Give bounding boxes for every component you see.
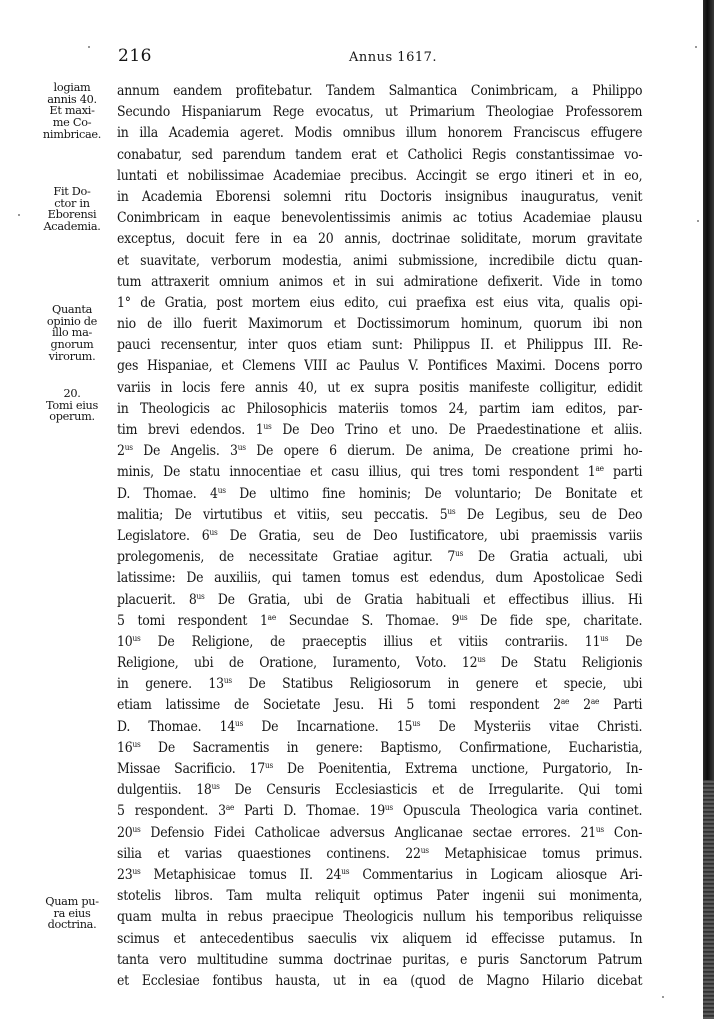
ordinal-suffix: ae xyxy=(267,612,276,622)
text-run: Conimbricam in eaque benevolentissimis animis ac totius Academiae plausu xyxy=(117,210,643,227)
text-run: variis in locis fere annis 40, ut ex supra positis manifeste colligitur, edidit xyxy=(117,379,643,396)
ordinal-suffix: us xyxy=(384,803,393,813)
text-run: annum eandem profitebatur. Tandem Salmantica Conimbricam, a Philippo xyxy=(117,83,643,99)
text-run: De Censuris Ecclesiasticis et de Irregularite. Qui tomi xyxy=(219,782,643,799)
margin-note-line: me Co- xyxy=(52,116,92,130)
ordinal-suffix: us xyxy=(455,549,464,559)
text-run: in genere. 13 xyxy=(117,676,224,693)
text-line xyxy=(117,611,642,632)
margin-note-line: doctrina. xyxy=(47,918,97,932)
text-run: De fide spe, charitate. xyxy=(467,612,643,629)
margin-note-line: Tomi eius xyxy=(45,398,99,412)
text-run: 20 xyxy=(117,824,133,841)
text-line xyxy=(117,590,642,611)
text-run: 5 respondent. 3 xyxy=(117,803,226,820)
text-run: De Gratia, seu de Deo Iustificatore, ubi praemissis variis xyxy=(217,527,643,544)
ordinal-suffix: ae xyxy=(560,697,570,707)
ordinal-suffix: us xyxy=(132,633,141,643)
text-run: scimus et antecedentibus saeculis vix aliquem id effecisse putamus. In xyxy=(117,930,643,947)
text-line xyxy=(117,738,642,759)
ordinal-suffix: us xyxy=(124,443,133,453)
text-line xyxy=(117,166,642,187)
body-text xyxy=(117,81,642,992)
page-number: 216 xyxy=(118,46,152,66)
text-line xyxy=(117,865,642,886)
ordinal-suffix: us xyxy=(600,633,609,643)
ordinal-suffix: us xyxy=(459,612,468,622)
ordinal-suffix: us xyxy=(237,443,246,453)
text-run: Legislatore. 6 xyxy=(117,527,210,544)
margin-note xyxy=(28,82,116,141)
ordinal-suffix: us xyxy=(217,485,226,495)
margin-note-line: virorum. xyxy=(48,349,96,363)
text-run: Defensio Fidei Catholicae adversus Anglicanae sectae errores. 21 xyxy=(140,824,596,841)
text-run: Secundae S. Thomae. 9 xyxy=(275,612,460,629)
text-run: Parti D. Thomae. 19 xyxy=(234,803,385,820)
text-line xyxy=(117,123,642,144)
paper-speck xyxy=(662,996,664,998)
text-line xyxy=(117,780,642,801)
text-line xyxy=(117,251,642,272)
text-run: 2 xyxy=(117,443,125,460)
text-run: Metaphisicae tomus primus. xyxy=(428,845,643,862)
margin-note-line: gnorum xyxy=(50,338,94,352)
text-line xyxy=(117,81,642,102)
text-line xyxy=(117,547,642,568)
text-run: 16 xyxy=(117,739,133,756)
ordinal-suffix: ae xyxy=(225,803,235,813)
text-line xyxy=(117,145,642,166)
ordinal-suffix: us xyxy=(235,718,244,728)
text-line xyxy=(117,886,642,907)
ordinal-suffix: ae xyxy=(590,697,600,707)
text-run: et suavitate, verborum modestia, animi submissione, incredibile dictu quan- xyxy=(117,252,643,269)
margin-note-line: 20. xyxy=(63,387,81,400)
ordinal-suffix: ae xyxy=(595,464,604,474)
text-run: Missae Sacrificio. 17 xyxy=(117,761,265,777)
text-run: luntati et nobilissimae Academiae precibus. Accingit se ergo itineri et in eo, xyxy=(117,167,643,184)
text-run: De Gratia actuali, ubi xyxy=(463,549,643,566)
text-line xyxy=(117,526,642,547)
text-line xyxy=(117,844,642,865)
running-head: Annus 1617. xyxy=(349,50,438,65)
ordinal-suffix: us xyxy=(132,824,141,834)
text-run: D. Thomae. 4 xyxy=(117,485,218,502)
text-run: De Mysteriis vitae Christi. xyxy=(420,718,643,735)
margin-note-line: ctor in xyxy=(54,196,90,210)
text-line xyxy=(117,823,642,844)
ordinal-suffix: us xyxy=(132,866,141,876)
text-run: minis, De statu innocentiae et casu illius, qui tres tomi respondent 1 xyxy=(117,464,596,481)
text-run: D. Thomae. 14 xyxy=(117,718,236,735)
paper-speck xyxy=(697,220,699,222)
text-line xyxy=(117,653,642,674)
text-run: exceptus, docuit fere in ea 20 annis, doctrinae soliditate, morum gravitate xyxy=(117,231,643,248)
ordinal-suffix: us xyxy=(447,506,456,516)
ordinal-suffix: us xyxy=(211,782,220,792)
ordinal-suffix: us xyxy=(420,845,429,855)
text-line xyxy=(117,632,642,653)
text-run: 1° de Gratia, post mortem eius edito, cui praefixa est eius vita, qualis opi- xyxy=(117,294,643,311)
text-line xyxy=(117,102,642,123)
text-run: latissime: De auxiliis, qui tamen tomus est edendus, dum Apostolicae Sedi xyxy=(117,570,643,587)
text-line xyxy=(117,208,642,229)
text-run: dulgentiis. 18 xyxy=(117,782,212,799)
text-run: De opere 6 dierum. De anima, De creatione primi ho- xyxy=(245,443,643,460)
ordinal-suffix: us xyxy=(223,676,232,686)
text-run: De Sacramentis in genere: Baptismo, Confirmatione, Eucharistia, xyxy=(140,739,643,756)
text-run: stotelis libros. Tam multa reliquit optimus Pater ingenii sui monimenta, xyxy=(117,888,643,905)
text-run: malitia; De virtutibus et vitiis, seu peccatis. 5 xyxy=(117,506,448,523)
text-run: De Gratia, ubi de Gratia habituali et effectibus illius. Hi xyxy=(204,591,643,608)
text-run: 5 tomi respondent 1 xyxy=(117,612,268,629)
margin-note-line: Et maxi- xyxy=(49,104,95,118)
text-line xyxy=(117,462,642,483)
ordinal-suffix: us xyxy=(263,422,272,431)
text-line xyxy=(117,505,642,526)
margin-note-line: Academia. xyxy=(43,220,101,234)
text-run: Secundo Hispaniarum Rege evocatus, ut Primarium Theologiae Professorem xyxy=(117,104,643,121)
text-run: Con- xyxy=(603,824,643,841)
margin-note-line: nimbricae. xyxy=(42,127,102,141)
ordinal-suffix: us xyxy=(132,739,141,749)
text-run: prolegomenis, de necessitate Gratiae agitur. 7 xyxy=(117,549,456,566)
text-run: 23 xyxy=(117,866,133,883)
text-line xyxy=(117,314,642,335)
text-run: et Ecclesiae fontibus hausta, ut in ea (quod de Magno Hilario dicebat xyxy=(117,972,643,989)
text-run: De Incarnatione. 15 xyxy=(243,718,413,735)
ordinal-suffix: us xyxy=(341,866,350,876)
margin-note-line: annis 40. xyxy=(47,92,97,106)
margin-note-line: logiam xyxy=(53,81,91,94)
text-line xyxy=(117,441,642,462)
text-line xyxy=(117,399,642,420)
margin-note-line: opinio de xyxy=(46,314,98,328)
margin-note-line: Quam pu- xyxy=(45,895,99,908)
text-run: nio de illo fuerit Maximorum et Doctissimorum hominum, quorum ibi non xyxy=(117,316,643,333)
text-line xyxy=(117,356,642,377)
margin-note xyxy=(28,388,116,423)
text-run: Parti xyxy=(599,697,643,714)
text-run: 10 xyxy=(117,633,133,650)
text-line xyxy=(117,420,642,441)
ordinal-suffix: us xyxy=(196,591,205,601)
margin-note xyxy=(28,186,116,233)
ordinal-suffix: us xyxy=(264,761,274,770)
text-run: etiam latissime de Societate Jesu. Hi 5 tomi respondent 2 xyxy=(117,697,561,714)
text-run: tum attraxerit omnium animos et in sui admiratione defixerit. Vide in tomo xyxy=(117,273,643,290)
ordinal-suffix: us xyxy=(595,824,604,834)
text-line xyxy=(117,717,642,738)
text-line xyxy=(117,484,642,505)
paper-speck xyxy=(18,214,20,216)
margin-note-line: illo ma- xyxy=(51,326,93,340)
text-line xyxy=(117,335,642,356)
text-line xyxy=(117,759,642,780)
text-line xyxy=(117,907,642,928)
paper-speck xyxy=(695,46,697,48)
text-run: placuerit. 8 xyxy=(117,591,197,608)
text-line xyxy=(117,801,642,822)
text-run: tanta vero multitudine summa doctrinae puritas, e puris Sanctorum Patrum xyxy=(117,951,643,968)
margin-note xyxy=(28,896,116,931)
ordinal-suffix: us xyxy=(412,718,421,728)
margin-note-line: ra eius xyxy=(53,906,91,920)
text-line xyxy=(117,272,642,293)
text-run: tim brevi edendos. 1 xyxy=(117,422,264,438)
ordinal-suffix: us xyxy=(209,527,218,537)
margin-note-line: Eborensi xyxy=(47,208,97,222)
text-line xyxy=(117,378,642,399)
text-line xyxy=(117,929,642,950)
text-run: De Poenitentia, Extrema unctione, Purgatorio, In- xyxy=(273,761,643,777)
margin-note-line: operum. xyxy=(49,410,95,424)
text-run: quam multa in rebus praecipue Theologicis nullum his temporibus reliquisse xyxy=(117,909,643,926)
text-run: parti xyxy=(603,464,643,481)
text-run: silia et varias quaestiones continens. 22 xyxy=(117,845,421,862)
text-run: De xyxy=(608,633,643,650)
text-run: in Academia Eborensi solemni ritu Doctoris insignibus inauguratus, venit xyxy=(117,188,643,205)
text-run: Metaphisicae tomus II. 24 xyxy=(140,866,342,883)
text-run: De Legibus, seu de Deo xyxy=(455,506,643,523)
text-line xyxy=(117,568,642,589)
text-line xyxy=(117,950,642,971)
text-run: 2 xyxy=(569,697,591,714)
paper-speck xyxy=(88,46,90,48)
text-run: De ultimo fine hominis; De voluntario; De Bonitate et xyxy=(225,485,643,502)
text-run: De Deo Trino et uno. De Praedestinatione et aliis. xyxy=(271,422,643,438)
text-run: Religione, ubi de Oratione, Iuramento, Voto. 12 xyxy=(117,655,478,672)
text-line xyxy=(117,229,642,250)
text-line xyxy=(117,674,642,695)
text-run: De Statu Religionis xyxy=(485,655,643,672)
margin-note xyxy=(28,304,116,363)
text-run: De Religione, de praeceptis illius et vitiis contrariis. 11 xyxy=(140,633,601,650)
text-run: ges Hispaniae, et Clemens VIII ac Paulus V. Pontifices Maximi. Docens porro xyxy=(117,358,643,375)
page-header xyxy=(0,40,720,70)
text-run: pauci recensentur, inter quos etiam sunt: Philippus II. et Philippus III. Re- xyxy=(117,337,643,354)
margin-note-line: Quanta xyxy=(51,303,93,316)
text-run: in Theologicis ac Philosophicis materiis tomos 24, partim iam editos, par- xyxy=(117,400,643,417)
ordinal-suffix: us xyxy=(477,655,486,665)
text-run: in illa Academia ageret. Modis omnibus illum honorem Franciscus effugere xyxy=(117,125,643,142)
margin-note-line: Fit Do- xyxy=(53,185,91,198)
text-line xyxy=(117,293,642,314)
text-run: De Statibus Religiosorum in genere et specie, ubi xyxy=(231,676,643,693)
text-run: Commentarius in Logicam aliosque Ari- xyxy=(349,866,643,883)
text-line xyxy=(117,971,642,992)
text-run: conabatur, sed parendum tandem erat et Catholici Regis constantissimae vo- xyxy=(117,146,643,163)
text-run: Opuscula Theologica varia continet. xyxy=(392,803,643,820)
text-line xyxy=(117,187,642,208)
text-run: De Angelis. 3 xyxy=(132,443,238,460)
text-line xyxy=(117,695,642,716)
page-edge-texture xyxy=(703,780,714,1019)
